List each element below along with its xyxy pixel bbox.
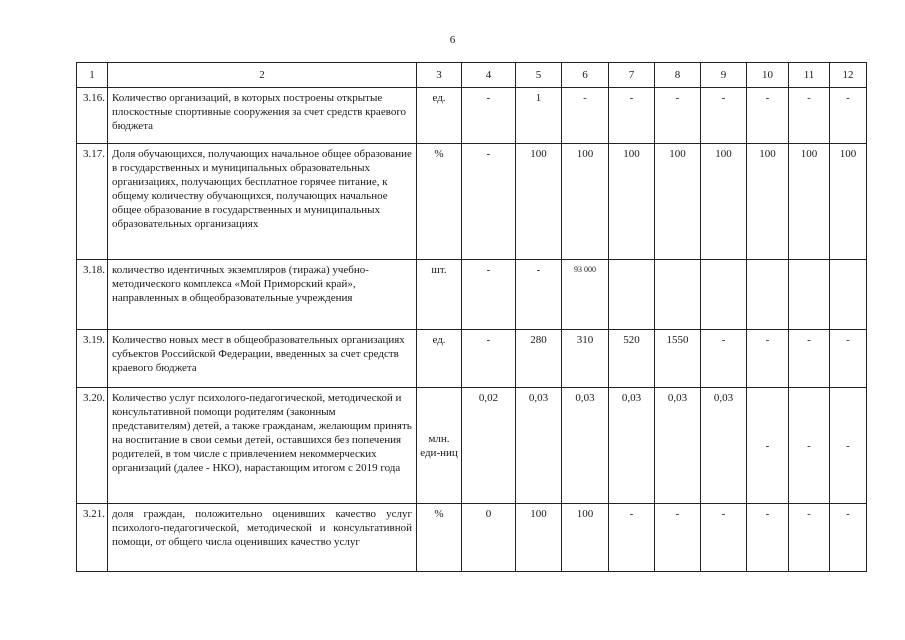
table-row — [77, 260, 867, 330]
value-cell: 0,03 — [655, 388, 701, 504]
value-cell: - — [462, 330, 516, 388]
value-cell — [830, 260, 867, 330]
table-row — [77, 144, 867, 260]
value-cell: 0,02 — [462, 388, 516, 504]
value-cell: 520 — [609, 330, 655, 388]
row-number: 3.21. — [77, 504, 108, 572]
value-cell: 100 — [562, 144, 609, 260]
value-cell: - — [462, 144, 516, 260]
header-cell: 5 — [516, 63, 562, 88]
header-cell: 11 — [789, 63, 830, 88]
header-cell: 10 — [747, 63, 789, 88]
value-cell: - — [747, 330, 789, 388]
value-cell: - — [747, 504, 789, 572]
row-number: 3.20. — [77, 388, 108, 504]
value-cell: 100 — [655, 144, 701, 260]
value-cell: 100 — [609, 144, 655, 260]
value-cell: - — [462, 260, 516, 330]
value-cell: - — [609, 88, 655, 144]
table-row — [77, 388, 867, 504]
value-cell: 100 — [701, 144, 747, 260]
value-cell — [747, 260, 789, 330]
value-cell: - — [830, 388, 867, 504]
value-cell — [655, 260, 701, 330]
value-cell — [789, 260, 830, 330]
header-cell: 3 — [417, 63, 462, 88]
unit-cell: шт. — [417, 260, 462, 330]
value-cell: - — [516, 260, 562, 330]
indicator-description: количество идентичных экземпляров (тиража) учебно-методического комплекса «Мой Приморский край», направленных в общеобразовательные учреждения — [108, 260, 417, 330]
value-cell: - — [462, 88, 516, 144]
table-row — [77, 330, 867, 388]
indicator-description: Количество организаций, в которых построены открытые плоскостные спортивные сооружения за счет средств краевого бюджета — [108, 88, 417, 144]
value-cell: - — [789, 504, 830, 572]
header-cell: 12 — [830, 63, 867, 88]
unit-cell: ед. — [417, 88, 462, 144]
row-number: 3.18. — [77, 260, 108, 330]
value-cell: - — [609, 504, 655, 572]
value-cell — [609, 260, 655, 330]
value-cell: 280 — [516, 330, 562, 388]
value-cell: 1 — [516, 88, 562, 144]
page-number: 6 — [449, 34, 456, 46]
value-cell: 100 — [562, 504, 609, 572]
unit-cell: ед. — [417, 330, 462, 388]
indicator-description: Количество новых мест в общеобразовательных организациях субъектов Российской Федерации, введенных за счет средств краевого бюджета — [108, 330, 417, 388]
indicators-table — [76, 62, 867, 572]
value-cell: 0,03 — [516, 388, 562, 504]
value-cell: - — [747, 88, 789, 144]
value-cell: - — [830, 504, 867, 572]
row-number: 3.16. — [77, 88, 108, 144]
value-cell: 0,03 — [609, 388, 655, 504]
header-cell: 1 — [77, 63, 108, 88]
indicator-description: доля граждан, положительно оценивших качество услуг психолого-педагогической, методической и консультативной помощи, от общего числа оценивших качество услуг — [108, 504, 417, 572]
value-cell: - — [701, 330, 747, 388]
value-cell: - — [655, 504, 701, 572]
value-cell: - — [747, 388, 789, 504]
indicator-description: Доля обучающихся, получающих начальное общее образование в государственных и муниципальных образовательных организациях, получающих бесплатное горячее питание, к общему количеству обучающихся, получающих начальное общее образование в государственных и муниципальных образовательных организациях — [108, 144, 417, 260]
header-cell: 4 — [462, 63, 516, 88]
value-cell: 100 — [789, 144, 830, 260]
value-cell: 1550 — [655, 330, 701, 388]
value-cell: 310 — [562, 330, 609, 388]
value-cell: 100 — [516, 504, 562, 572]
value-cell: - — [830, 88, 867, 144]
value-cell: - — [701, 88, 747, 144]
value-cell: 0 — [462, 504, 516, 572]
header-cell: 6 — [562, 63, 609, 88]
value-cell: - — [830, 330, 867, 388]
table-row — [77, 504, 867, 572]
row-number: 3.17. — [77, 144, 108, 260]
unit-cell: % — [417, 504, 462, 572]
value-cell: 93 000 — [562, 260, 609, 330]
value-cell: - — [789, 88, 830, 144]
value-cell: 100 — [516, 144, 562, 260]
header-cell: 9 — [701, 63, 747, 88]
value-cell: - — [562, 88, 609, 144]
value-cell: - — [789, 388, 830, 504]
value-cell: - — [789, 330, 830, 388]
header-cell: 8 — [655, 63, 701, 88]
indicator-description: Количество услуг психолого-педагогической, методической и консультативной помощи родителям (законным представителям) детей, а также гражданам, желающим принять на воспитание в свои семьи детей, оставшихся без попечения родителей, в том числе с привлечением некоммерческих организаций (далее - НКО), нарастающим итогом с 2019 года — [108, 388, 417, 504]
row-number: 3.19. — [77, 330, 108, 388]
value-cell: 0,03 — [701, 388, 747, 504]
value-cell: - — [655, 88, 701, 144]
unit-cell: млн. еди-ниц — [417, 388, 462, 504]
value-cell: - — [701, 504, 747, 572]
header-cell: 7 — [609, 63, 655, 88]
unit-cell: % — [417, 144, 462, 260]
header-cell: 2 — [108, 63, 417, 88]
value-cell: 100 — [830, 144, 867, 260]
value-cell: 100 — [747, 144, 789, 260]
table-row — [77, 88, 867, 144]
value-cell — [701, 260, 747, 330]
value-cell: 0,03 — [562, 388, 609, 504]
header-row — [77, 63, 867, 88]
